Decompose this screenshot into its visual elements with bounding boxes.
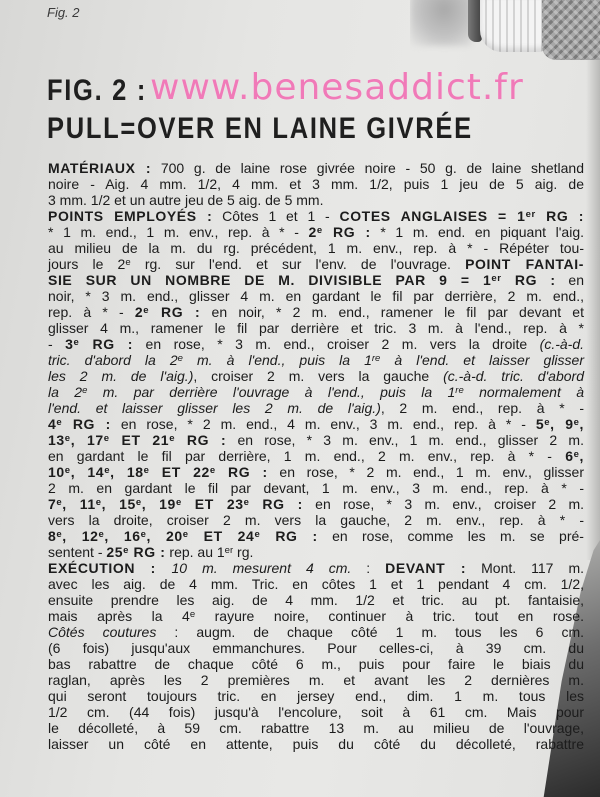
text-segment: RG : [149,304,201,320]
page-edge [586,60,600,560]
text-segment: ET 24 [188,528,255,544]
text-segment: , [579,416,584,432]
body-line [48,272,584,288]
text-segment: m. par derrière l'ouvrage à l'end., puis la 1 [87,384,456,400]
text-segment: RG : [501,272,556,288]
text-segment: 5 [535,416,545,432]
body-line [48,256,584,272]
text-segment: RG : [249,496,303,512]
superscript: e [64,433,71,445]
superscript: e [56,417,63,429]
body-line [48,480,584,496]
superscript: e [143,465,150,477]
superscript: e [143,305,150,317]
text-segment: , 17 [70,432,104,448]
text-segment: le décolleté, à 59 cm. rabattre 13 m. au milieu de l'ouvrage, [48,720,584,736]
text-segment: Côtes 1 et 1 - [212,208,340,224]
body-line [48,560,584,576]
text-segment: rg. [233,544,254,560]
watermark-text: www.benesaddict.fr [150,67,524,108]
superscript: e [177,353,183,365]
superscript: e [56,529,63,541]
superscript: e [169,433,176,445]
text-segment: en rose, comme les m. se pré- [317,528,584,544]
text-segment: ET 21 [109,432,170,448]
text-segment: vers la droite, croiser 2 m. vers la gauche, 2 m. env., rep. à * - [48,512,584,528]
superscript: e [123,545,130,557]
body-line [48,704,584,720]
text-segment: en gardant le fil par derrière, 1 m. end., 2 m. env., rep. à * - [48,448,566,464]
superscript: e [103,433,110,445]
text-segment: RG : [129,544,166,560]
text-segment: , 12 [62,528,99,544]
body-line [48,592,584,608]
text-segment: , 2 m. end., rep. à * - [380,400,584,416]
text-segment: rayure noire, continuer à tric. tout en rose. [195,608,584,624]
garment-photo [410,0,600,66]
text-segment: COTES ANGLAISES = 1 [339,208,526,224]
text-segment: , 14 [70,464,105,480]
body-line [48,192,584,208]
text-segment: noire - Aig. 4 mm. 1/2, 4 mm. et 3 mm. 1/2, puis 1 jeu de 5 aig. de [48,176,584,192]
text-segment: MATÉRIAUX : [48,160,152,176]
text-segment: SIE SUR UN NOMBRE DE M. DIVISIBLE PAR 9 = 1 [48,272,492,288]
page-title: PULL=OVER EN LAINE GIVRÉE [47,112,473,145]
photo-knit-texture [542,0,600,60]
superscript: e [175,497,182,509]
superscript: e [140,529,147,541]
text-segment: tric. d'abord la 2 [48,352,178,368]
body-line [48,304,584,320]
text-segment: 2 [134,304,144,320]
text-segment: POINT FANTAI- [465,256,584,272]
text-segment: RG : [175,432,227,448]
text-segment: ensuite prendre les aig. de 4 mm. 1/2 et tric. au pt. fantaisie, [48,592,584,608]
superscript: e [104,465,111,477]
superscript: e [316,225,323,237]
superscript: e [98,529,105,541]
text-segment: DEVANT : [385,560,467,576]
body-line [48,288,584,304]
text-segment: , 19 [141,496,176,512]
text-segment: Côtés coutures [48,624,157,640]
superscript: e [573,449,580,461]
body-line [48,208,584,224]
body-line [48,384,584,400]
text-segment: 3 mm. 1/2 et un autre jeu de 5 aig. de 5 mm. [48,192,324,208]
text-segment: en noir, * 2 m. end., ramener le fil par devant et [200,304,584,320]
superscript: e [73,337,80,349]
photo-ribbed-cuff [480,0,550,52]
body-line [48,432,584,448]
text-segment: (6 fois) jusqu'aux emmanchures. Pour celles-ci, à 39 cm. du [48,640,584,656]
body-line [48,176,584,192]
text-segment: 2 [308,224,317,240]
text-segment: jours le 2 [48,256,126,272]
text-segment: RG : [535,208,584,224]
text-segment: : [351,560,386,576]
text-segment: , 9 [550,416,574,432]
text-segment: 6 [565,448,574,464]
text-segment: mais après la 4 [48,608,190,624]
text-segment: en rose, * 3 m. end., croiser 2 m. vers la droite [133,336,540,352]
text-segment: ET 22 [149,464,210,480]
text-segment: rg. sur l'end. et sur l'env. de l'ouvrage. [130,256,466,272]
body-line [48,512,584,528]
text-segment: , croiser 2 m. vers la gauche [193,368,444,384]
superscript: er [491,273,502,285]
text-segment: , 15 [101,496,136,512]
body-line [48,400,584,416]
text-segment: , 11 [62,496,96,512]
body-line [48,464,584,480]
body-line [48,496,584,512]
text-segment: en rose, * 2 m. end., 4 m. env., 3 m. end., rep. à * - [110,416,536,432]
text-segment: , 18 [110,464,144,480]
text-segment: 13 [48,432,65,448]
text-segment: laisser un côté en attente, puis du côté du décolleté, rabattre [48,736,584,752]
body-line [48,624,584,640]
text-segment: m. à l'end., puis la 1 [182,352,372,368]
superscript: e [125,257,131,269]
text-segment: 10 m. mesurent 4 cm. [171,560,352,576]
superscript: e [56,497,63,509]
text-segment: avec les aig. de 4 mm. Tric. en côtes 1 et 1 pendant 4 cm. 1/2, [48,576,584,592]
text-segment: noir, * 3 m. end., glisser 4 m. en gardant le fil par derrière, 2 m. end., [48,288,584,304]
body-line [48,576,584,592]
photo-shadow [410,0,472,46]
text-segment: normalement à [463,384,585,400]
body-line [48,656,584,672]
text-segment: RG : [62,416,111,432]
body-line [48,528,584,544]
text-segment: : augm. de chaque côté 1 m. tous les 6 cm. [156,624,584,640]
heading-fig-number: FIG. 2 : [47,74,148,107]
text-segment: 3 [65,336,74,352]
text-segment: , 20 [146,528,183,544]
superscript: e [573,417,580,429]
body-line [48,160,584,176]
text-segment: , 16 [104,528,141,544]
text-segment: 700 g. de laine rose givrée noire - 50 g. de laine shetland [151,160,584,176]
body-line [48,240,584,256]
text-segment: * 1 m. end., 1 m. env., rep. à * - [48,224,309,240]
superscript: e [64,465,71,477]
superscript: er [525,209,536,221]
text-segment: les 2 m. de l'aig.) [48,368,194,384]
text-segment: rep. à * - [48,304,135,320]
text-segment: 10 [48,464,65,480]
body-line [48,640,584,656]
text-segment: 8 [48,528,57,544]
text-segment: EXÉCUTION : [48,560,172,576]
body-line [48,720,584,736]
body-line [48,608,584,624]
text-segment: en [555,272,585,288]
body-line [48,368,584,384]
superscript: e [254,529,261,541]
text-segment: , [579,448,584,464]
text-segment: (c.-à-d. [539,336,584,352]
text-segment: l'end. et laisser glisser les 2 m. de l'aig.) [48,400,381,416]
text-segment: RG : [215,464,268,480]
body-line [48,416,584,432]
text-segment: au milieu de la m. du rg. précédent, 1 m. env., rep. à * - Répéter tou- [48,240,584,256]
superscript: e [243,497,250,509]
superscript: re [455,385,464,397]
text-segment: 2 m. en gardant le fil par devant, 1 m. env., 3 m. end., rep. à * - [48,480,584,496]
text-segment: en rose, * 3 m. env., croiser 2 m. [302,496,584,512]
text-segment: rep. au 1 [165,544,225,560]
text-segment: * 1 m. end. en piquant l'aig. [370,224,584,240]
body-line [48,544,584,560]
text-segment: la 2 [48,384,83,400]
text-segment: RG : [260,528,318,544]
superscript: e [544,417,551,429]
body-line [48,688,584,704]
body-line [48,736,584,752]
text-segment: POINTS EMPLOYÉS : [48,208,213,224]
superscript: e [189,609,196,621]
text-segment: en rose, * 2 m. end., 1 m. env., glisser [267,464,584,480]
text-segment: ET 23 [181,496,244,512]
superscript: e [82,385,88,397]
superscript: e [209,465,216,477]
body-line [48,448,584,464]
body-line [48,336,584,352]
text-segment: RG : [322,224,371,240]
text-segment: sentent - [48,544,107,560]
text-segment: 25 [106,544,124,560]
superscript: re [371,353,381,365]
text-segment: 4 [48,416,57,432]
text-segment: (c.-à-d. tric. d'abord [443,368,584,384]
text-segment: en rose, * 3 m. env., 1 m. end., glisser 2 m. [226,432,584,448]
pattern-text-block [48,160,584,752]
body-line [48,672,584,688]
superscript: er [224,545,234,557]
text-segment: - [48,336,66,352]
superscript: e [135,497,142,509]
text-segment: 7 [48,496,57,512]
figure-label: Fig. 2 [47,5,80,20]
text-segment: glisser 4 m., ramener le fil par derrière et tric. 3 m. à l'end., rep. à * [48,320,584,336]
body-line [48,352,584,368]
superscript: e [95,497,102,509]
body-line [48,224,584,240]
text-segment: RG : [79,336,134,352]
text-segment: raglan, après les 2 premières m. et avant les 2 dernières m. [48,672,584,688]
text-segment: bas rabattre de chaque côté 6 m., puis pour faire le biais du [48,656,584,672]
text-segment: qui seront toujours tric. en jersey end., dim. 1 m. tous les [48,688,584,704]
text-segment: 1/2 cm. (44 fois) jusqu'à l'encolure, soit à 61 cm. Mais pour [48,704,584,720]
superscript: e [182,529,189,541]
body-line [48,320,584,336]
text-segment: à l'end. et laisser glisser [380,352,584,368]
text-segment: Mont. 117 m. [466,560,585,576]
